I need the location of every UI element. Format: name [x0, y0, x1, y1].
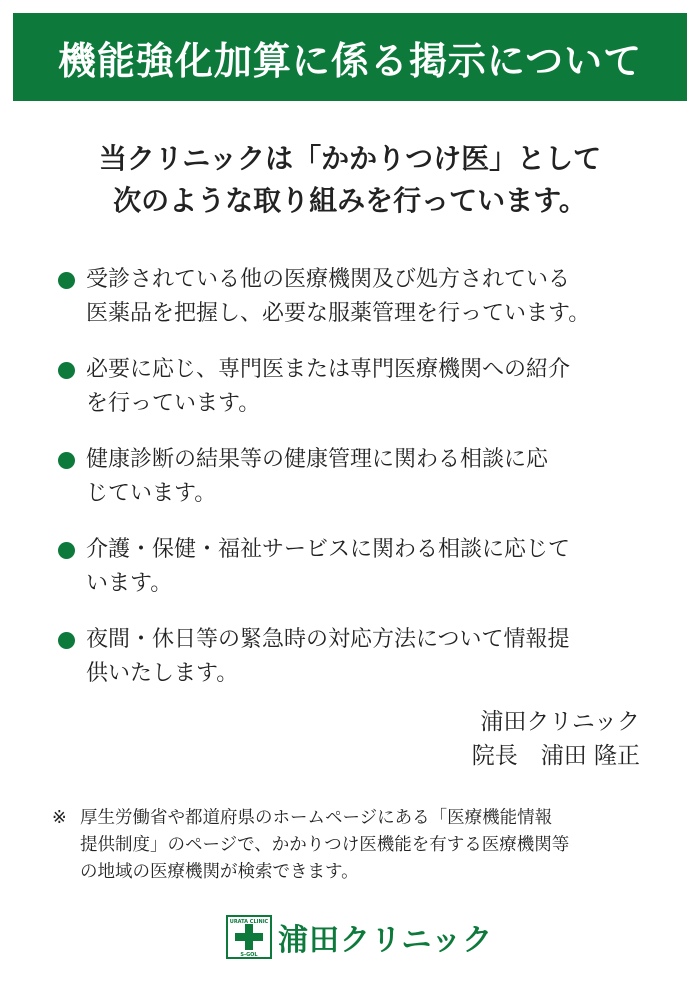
signature [472, 705, 640, 773]
list-item-line: じています。 [86, 481, 217, 506]
list-item [58, 533, 658, 601]
intro-line: 当クリニックは「かかりつけ医」として [98, 142, 602, 175]
logo-clinic-name: 浦田クリニック [278, 923, 494, 958]
title-banner [13, 13, 687, 101]
list-item-line: 健康診断の結果等の健康管理に関わる相談に応 [86, 447, 549, 472]
bullet-icon [58, 632, 75, 649]
list-item [58, 263, 658, 331]
bullet-icon [58, 542, 75, 559]
list-item-line: 受診されている他の医療機関及び処方されている [86, 267, 571, 292]
list-item-line: 医薬品を把握し、必要な服薬管理を行っています。 [86, 301, 591, 326]
footnote-line: 提供制度」のページで、かかりつけ医機能を有する医療機関等 [80, 835, 570, 855]
svg-text:S-GOL: S-GOL [240, 952, 258, 958]
footnote-line: 厚生労働省や都道府県のホームページにある「医療機能情報 [80, 808, 553, 828]
bullet-icon [58, 272, 75, 289]
page-title: 機能強化加算に係る掲示について [57, 38, 643, 83]
list-item-line: 夜間・休日等の緊急時の対応方法について情報提 [86, 627, 570, 652]
footnote [52, 805, 662, 886]
list-item [58, 353, 658, 421]
list-item-line: 供いたします。 [86, 661, 239, 686]
bullet-icon [58, 452, 75, 469]
bullet-icon [58, 362, 75, 379]
intro-line: 次のような取り組みを行っています。 [113, 184, 587, 217]
list-item-line: 介護・保健・福祉サービスに関わる相談に応じて [86, 537, 571, 562]
list-item-line: います。 [86, 571, 173, 596]
list-item-line: 必要に応じ、専門医または専門医療機関への紹介 [86, 357, 571, 382]
clinic-emblem-icon [226, 915, 272, 959]
clinic-logo [226, 915, 493, 959]
list-item [58, 623, 658, 691]
svg-text:URATA CLINIC: URATA CLINIC [229, 919, 269, 925]
intro-statement [0, 138, 700, 222]
list-item [58, 443, 658, 511]
footnote-line: の地域の医療機関が検索できます。 [80, 862, 359, 882]
initiatives-list [58, 263, 658, 713]
clinic-name: 浦田クリニック [480, 709, 640, 735]
list-item-line: を行っています。 [86, 391, 261, 416]
reference-mark: ※ [52, 808, 67, 828]
director-name: 院長 浦田 隆正 [471, 743, 640, 769]
